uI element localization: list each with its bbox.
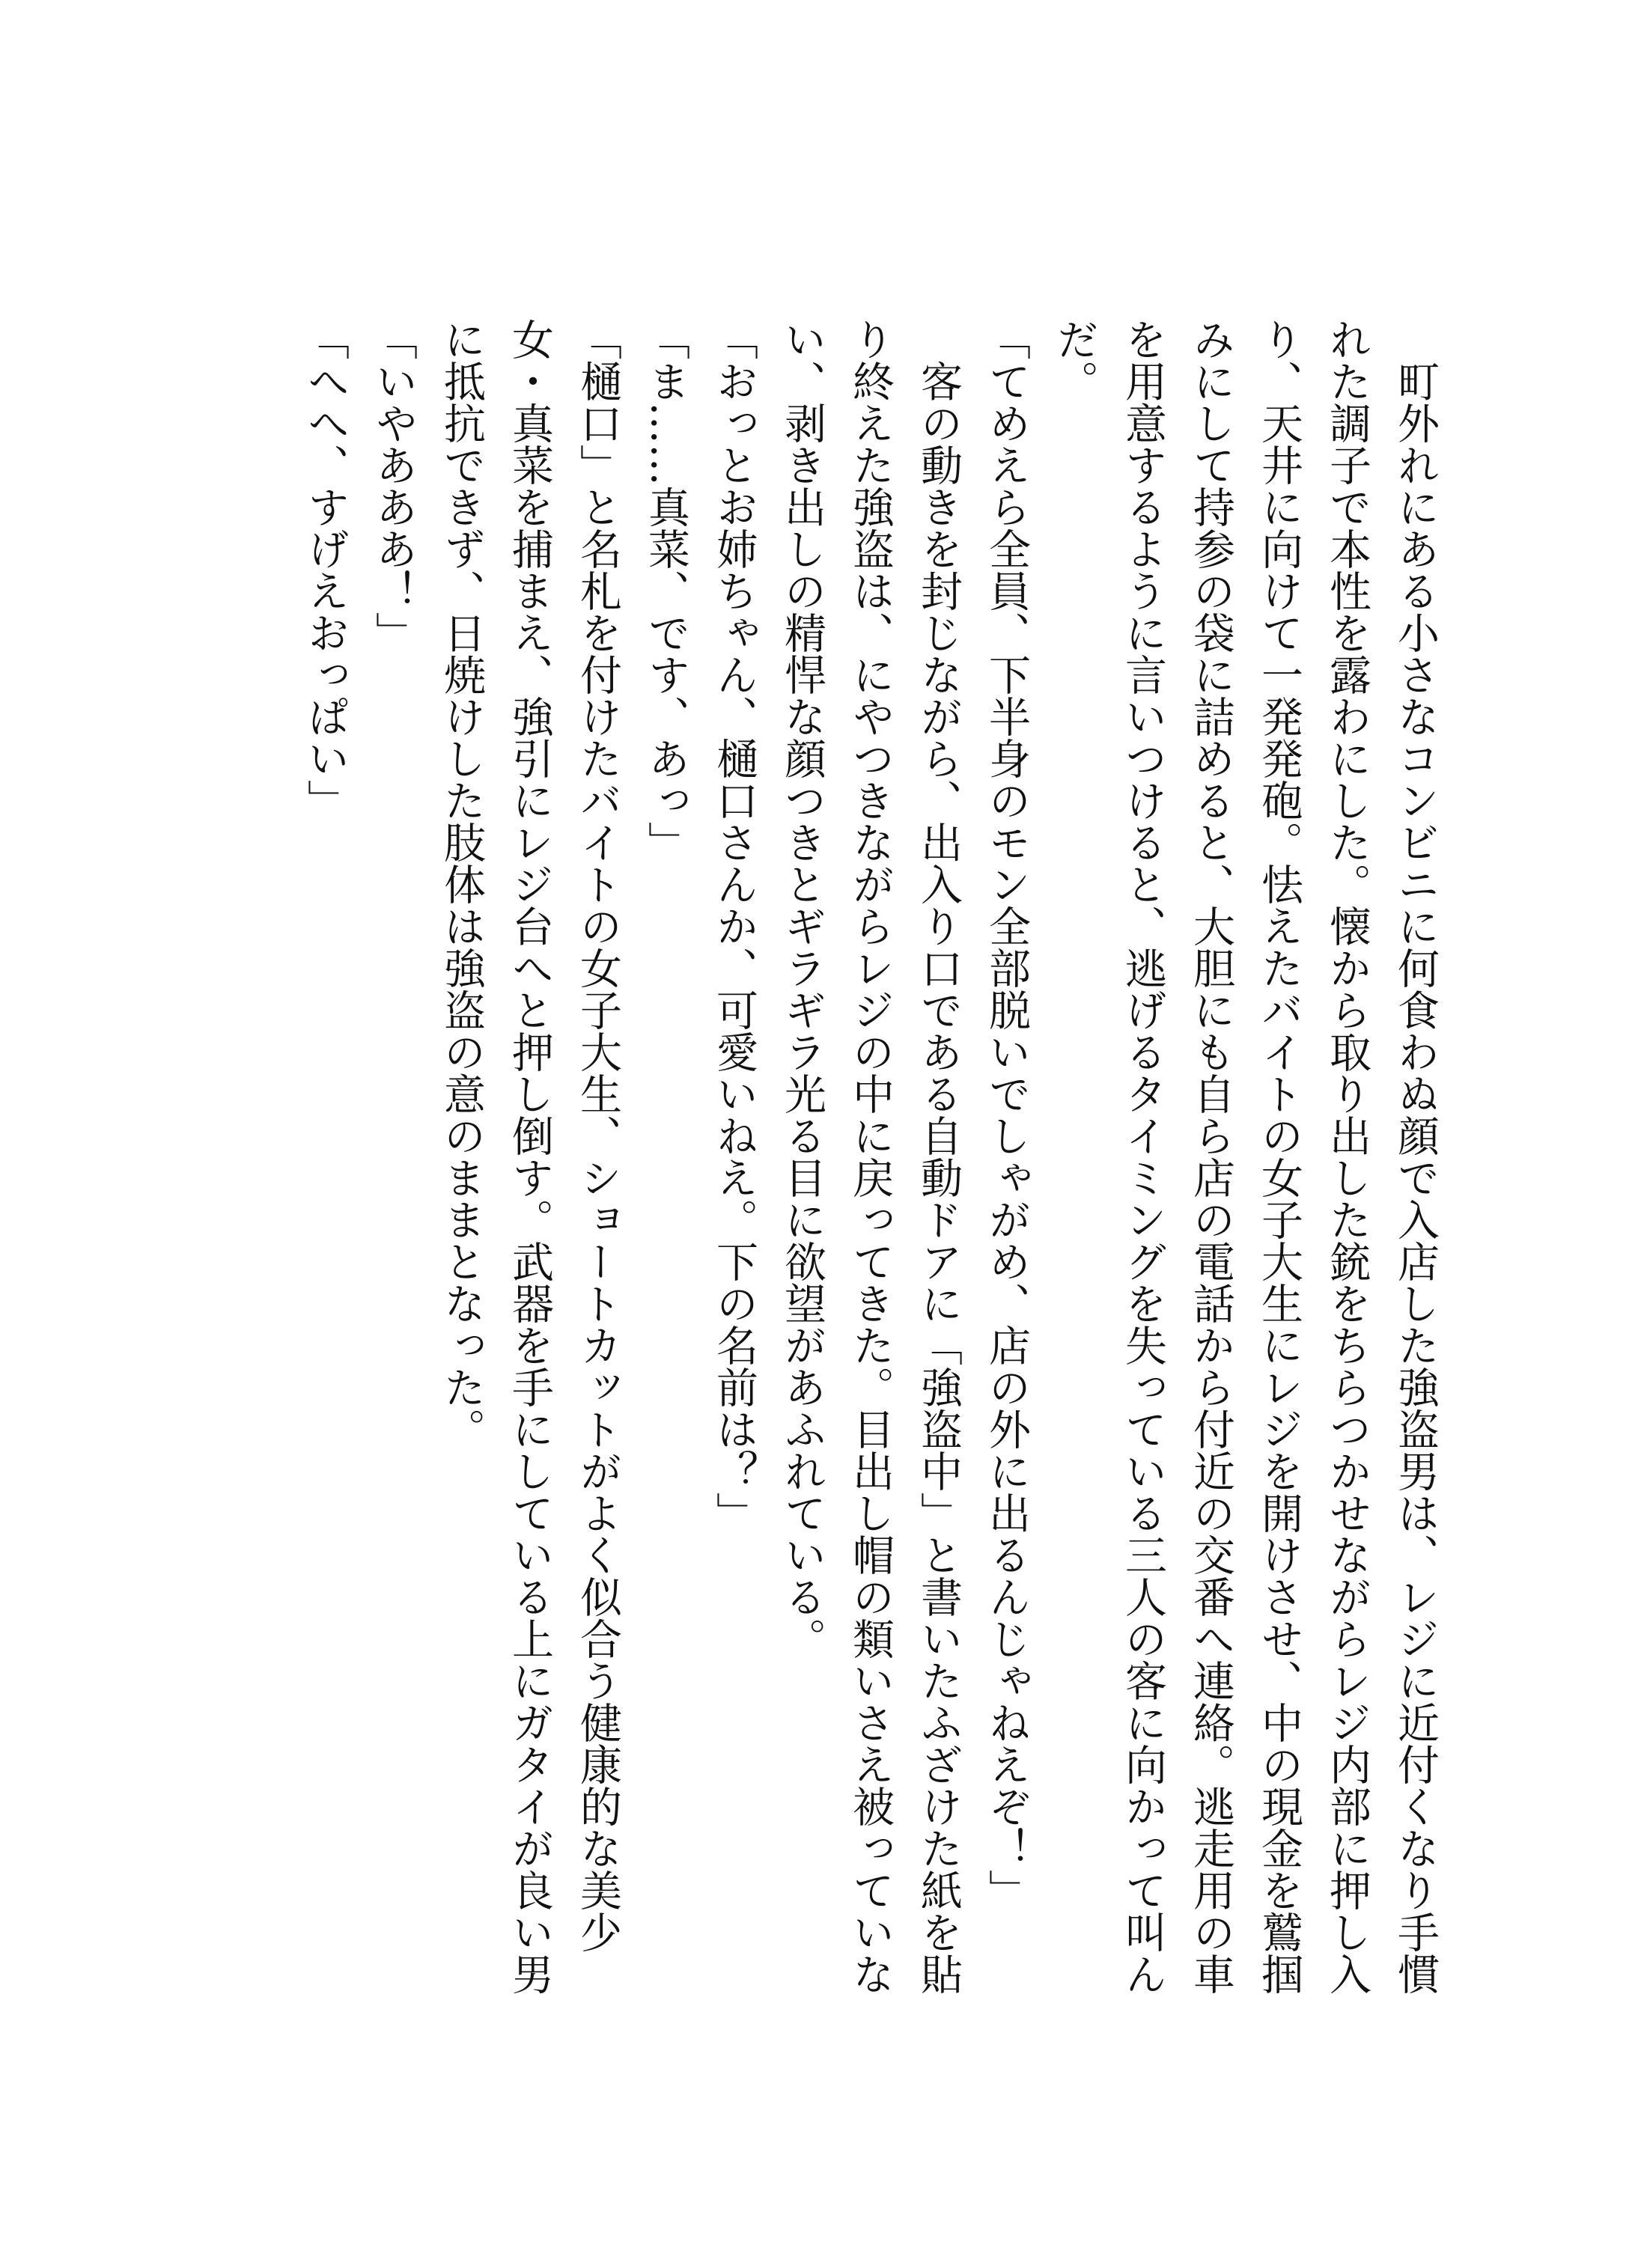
paragraph-narration-3: 「樋口」と名札を付けたバイトの女子大生、ショートカットがよく似合う健康的な美少女・真菜を捕まえ、強引にレジ台へと押し倒す。武器を手にしている上にガタイが良い男に抵抗できず、日焼けした肢体は強盗の意のままとなった。 bbox=[437, 318, 622, 1995]
paragraph-narration-2: 客の動きを封じながら、出入り口である自動ドアに「強盗中」と書いたふざけた紙を貼り終えた強盗は、にやつきながらレジの中に戻ってきた。目出し帽の類いさえ被っていない、剥き出しの精悍な顔つきとギラギラ光る目に欲望があふれている。 bbox=[778, 318, 963, 1995]
paragraph-dialogue-4: 「いやあああ！」 bbox=[369, 318, 418, 653]
paragraph-narration-1: 町外れにある小さなコンビニに何食わぬ顔で入店した強盗男は、レジに近付くなり手慣れた調子で本性を露わにした。懐から取り出した銃をちらつかせながらレジ内部に押し入り、天井に向けて一発発砲。怯えたバイトの女子大生にレジを開けさせ、中の現金を鷲掴みにして持参の袋に詰めると、大胆にも自ら店の電話から付近の交番へ連絡。逃走用の車を用意するように言いつけると、逃げるタイミングを失っている三人の客に向かって叫んだ。 bbox=[1050, 318, 1440, 1995]
vertical-text-body bbox=[291, 318, 1449, 2010]
paragraph-dialogue-1: 「てめえら全員、下半身のモン全部脱いでしゃがめ、店の外に出るんじゃねえぞ！」 bbox=[982, 318, 1031, 1911]
paragraph-dialogue-5: 「へへ、すげえおっぱい」 bbox=[301, 318, 350, 821]
paragraph-dialogue-3: 「ま……真菜、です、あっ」 bbox=[642, 318, 690, 863]
paragraph-dialogue-2: 「おっとお姉ちゃん、樋口さんか、可愛いねえ。下の名前は？」 bbox=[710, 318, 758, 1534]
